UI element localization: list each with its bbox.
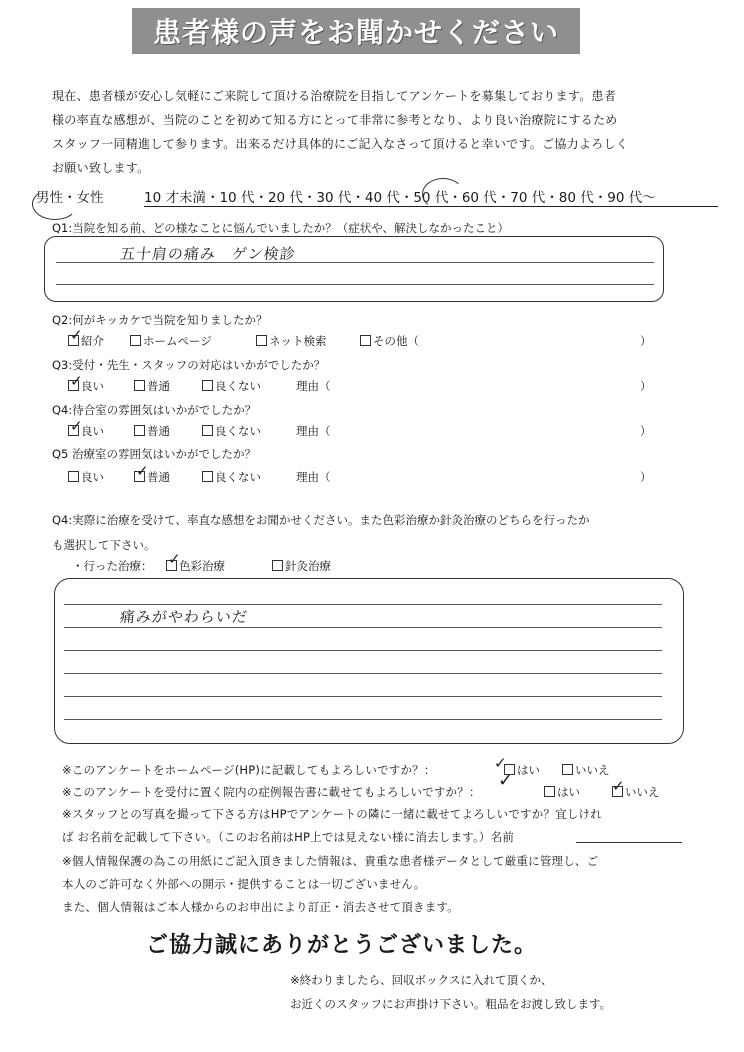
intro-line: お願い致します。 (52, 161, 150, 175)
check-mark: ✓ (612, 777, 625, 795)
check-mark: ✓ (70, 326, 83, 344)
q3-option-good[interactable]: 良い (68, 378, 104, 394)
thanks-message: ご協力誠にありがとうございました。 (146, 932, 538, 958)
q5-option-normal[interactable]: 普通 (134, 469, 170, 485)
q2-options (68, 333, 668, 349)
q3-option-bad[interactable]: 良くない (202, 378, 261, 394)
q1-handwritten-answer: 五十肩の痛み ゲン検診 (119, 245, 297, 263)
photo-consent-text: ※スタッフとの写真を撮って下さる方はHPでアンケートの隣に一緒に載せてよろしいですか？宜しけれ (62, 807, 602, 821)
footer-instruction: ※終わりましたら、回収ボックスに入れて頂くか、 (290, 973, 553, 987)
checkbox[interactable] (562, 764, 573, 775)
treatment-option-color[interactable]: 色彩治療 (166, 558, 225, 574)
sex-circle-mark (32, 188, 78, 220)
footer-instruction-cont: お近くのスタッフにお声掛け下さい。粗品をお渡し致します。 (290, 997, 612, 1011)
q4-handwritten-answer: 痛みがやわらいだ (119, 608, 249, 626)
answer-rule (64, 719, 662, 720)
paren: ） (640, 470, 652, 484)
paren: ） (640, 334, 652, 348)
q5-question: Q5 治療室の雰囲気はいかがでしたか？ (52, 447, 257, 461)
name-input[interactable] (576, 842, 682, 843)
treatment-label: ・行った治療： (72, 559, 153, 573)
privacy-text-cont: 本人のご許可なく外部への開示・提供することは一切ございません。 (62, 877, 426, 891)
q1-question: Q1:当院を知る前、どの様なことに悩んでいましたか？（症状や、解決しなかったこと） (52, 221, 510, 235)
intro-line: 現在、患者様が安心し気軽にご来院して頂ける治療院を目指してアンケートを募集しております。患者 (52, 89, 617, 103)
intro-line: スタッフ一同精進して参ります。出来るだけ具体的にご記入なさって頂けると幸いです。ご協力よろしく (52, 137, 629, 151)
q4-waiting-room-question: Q4:待合室の雰囲気はいかがでしたか？ (52, 403, 257, 417)
sex-age-row (36, 186, 696, 210)
q3-reason[interactable]: 理由（ (296, 379, 331, 393)
hp-consent-no[interactable]: いいえ (562, 762, 610, 778)
check-mark: ✓ (168, 550, 181, 568)
intro-text (52, 84, 692, 180)
age-circle-mark (422, 178, 464, 210)
q5-options (68, 469, 668, 485)
q5-option-bad[interactable]: 良くない (202, 469, 261, 485)
reception-consent-no[interactable]: いいえ (612, 784, 660, 800)
intro-line: 様の率直な感想が、当院のことを初めて知る方にとって非常に参考となり、より良い治療院にするため (52, 113, 618, 127)
checkbox[interactable] (272, 560, 283, 571)
checkbox[interactable] (134, 380, 145, 391)
privacy-text-correction: また、個人情報はご本人様からのお申出により訂正・消去させて頂きます。 (62, 900, 459, 914)
q4-impression-question-cont: も選択して下さい。 (52, 538, 156, 552)
q2-question: Q2:何がキッカケで当院を知りましたか？ (52, 313, 268, 327)
checkbox[interactable] (130, 335, 141, 346)
treatment-option-acupuncture[interactable]: 針灸治療 (272, 558, 331, 574)
q4-option-normal[interactable]: 普通 (134, 423, 170, 439)
check-mark: ✓ (136, 462, 149, 480)
answer-rule (56, 284, 654, 285)
answer-rule (64, 604, 662, 605)
hp-consent-question: ※このアンケートをホームページ(HP)に記載してもよろしいですか？： (62, 763, 436, 777)
q4-waiting-room-options (68, 423, 668, 439)
reception-consent-question: ※このアンケートを受付に置く院内の症例報告書に載せてもよろしいですか？： (62, 785, 481, 799)
q3-option-normal[interactable]: 普通 (134, 378, 170, 394)
checkbox[interactable] (68, 471, 79, 482)
q3-question: Q3:受付・先生・スタッフの対応はいかがでしたか？ (52, 358, 326, 372)
age-options[interactable]: 10 才未満・10 代・20 代・30 代・40 代・50 代・60 代・70 代・80 代・90 代～ (144, 190, 656, 206)
q2-option-web-search[interactable]: ネット検索 (256, 333, 327, 349)
q3-options (68, 378, 668, 394)
sex-options[interactable]: 男性・女性 (36, 190, 104, 206)
checkbox[interactable] (544, 786, 555, 797)
treatment-row (72, 558, 572, 574)
photo-consent-text-cont: ば お名前を記載して下さい。（このお名前はHP上では見えない様に消去します。）名前 (62, 830, 515, 844)
check-mark: ✓ (70, 417, 83, 435)
checkbox[interactable] (256, 335, 267, 346)
checkbox[interactable] (202, 425, 213, 436)
check-mark: ✓ (498, 770, 514, 791)
q4-option-good[interactable]: 良い (68, 423, 104, 439)
paren: ） (640, 424, 652, 438)
page-title: 患者様の声をお聞かせください (152, 16, 559, 49)
answer-rule (64, 696, 662, 697)
q2-option-referral[interactable]: 紹介 (68, 333, 104, 349)
checkbox[interactable] (360, 335, 371, 346)
checkbox[interactable] (202, 380, 213, 391)
checkbox[interactable] (134, 425, 145, 436)
privacy-text: ※個人情報保護の為この用紙にご記入頂きました情報は、貴重な患者様データとして厳重に管理し、ご (62, 854, 599, 868)
paren: ） (640, 379, 652, 393)
answer-rule (64, 673, 662, 674)
checkbox[interactable] (202, 471, 213, 482)
answer-rule (64, 627, 662, 628)
q2-option-other[interactable]: その他（ (360, 333, 419, 349)
reception-consent-yes[interactable]: はい (544, 784, 580, 800)
q2-option-homepage[interactable]: ホームページ (130, 333, 212, 349)
q5-option-good[interactable]: 良い (68, 469, 104, 485)
hp-consent-yes[interactable]: はい (504, 762, 540, 778)
check-mark: ✓ (70, 372, 83, 390)
title-banner (132, 8, 580, 54)
q4-impression-question: Q4:実際に治療を受けて、率直な感想をお聞かせください。また色彩治療か針灸治療のどちらを行ったか (52, 513, 590, 527)
check-mark: ✓ (494, 754, 507, 772)
answer-rule (64, 650, 662, 651)
q5-reason[interactable]: 理由（ (296, 470, 331, 484)
q4-option-bad[interactable]: 良くない (202, 423, 261, 439)
q4-reason[interactable]: 理由（ (296, 424, 331, 438)
